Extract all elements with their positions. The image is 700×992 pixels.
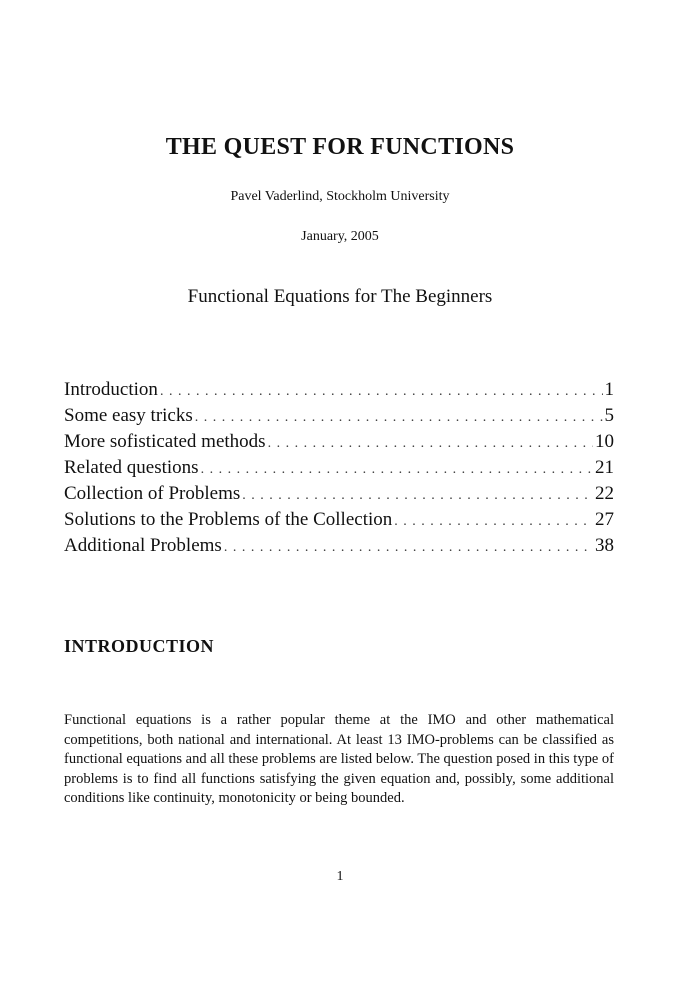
toc-entry-page: 21 [595, 457, 614, 478]
toc-entry-label: Additional Problems [64, 535, 222, 556]
toc-entry-related-questions [64, 455, 614, 481]
toc-entry-label: More sofisticated methods [64, 431, 266, 452]
toc-entry-easy-tricks [64, 403, 614, 429]
toc-entry-page: 38 [595, 535, 614, 556]
section-body-paragraph: Functional equations is a rather popular theme at the IMO and other mathematical competitions, both national and international. At least 13 IMO-problems can be classified as functional equations and all these problems are listed below. The question posed in this type of problems is to find all functions satisfying the given equation and, possibly, some additional conditions like continuity, monotonicity or being bounded. [64, 712, 614, 806]
toc-entry-page: 5 [604, 405, 614, 426]
toc-entry-label: Related questions [64, 457, 199, 478]
toc-entry-collection [64, 481, 614, 507]
page-number: 1 [336, 869, 344, 884]
toc-entry-solutions [64, 507, 614, 533]
toc-entry-sofisticated-methods [64, 429, 614, 455]
author-line: Pavel Vaderlind, Stockholm University [230, 189, 450, 204]
document-title: THE QUEST FOR FUNCTIONS [165, 134, 515, 160]
toc-entry-label: Introduction [64, 379, 158, 400]
toc-entry-page: 1 [604, 379, 614, 400]
toc-entry-label: Collection of Problems [64, 483, 241, 504]
toc-leader-dots [268, 431, 593, 457]
toc-leader-dots [224, 535, 593, 561]
toc-entry-introduction [64, 377, 614, 403]
toc-leader-dots [160, 379, 603, 405]
toc-leader-dots [242, 483, 593, 509]
toc-entry-label: Some easy tricks [64, 405, 193, 426]
toc-leader-dots [201, 457, 593, 483]
document-subtitle: Functional Equations for The Beginners [187, 286, 493, 307]
toc-entry-label: Solutions to the Problems of the Collection [64, 509, 393, 530]
toc-entry-additional-problems [64, 533, 614, 559]
date-line: January, 2005 [301, 229, 379, 244]
section-heading: INTRODUCTION [64, 636, 215, 656]
toc-leader-dots [394, 509, 593, 535]
toc-leader-dots [195, 405, 603, 431]
toc-entry-page: 27 [595, 509, 614, 530]
table-of-contents [64, 377, 614, 559]
toc-entry-page: 22 [595, 483, 614, 504]
toc-entry-page: 10 [595, 431, 614, 452]
